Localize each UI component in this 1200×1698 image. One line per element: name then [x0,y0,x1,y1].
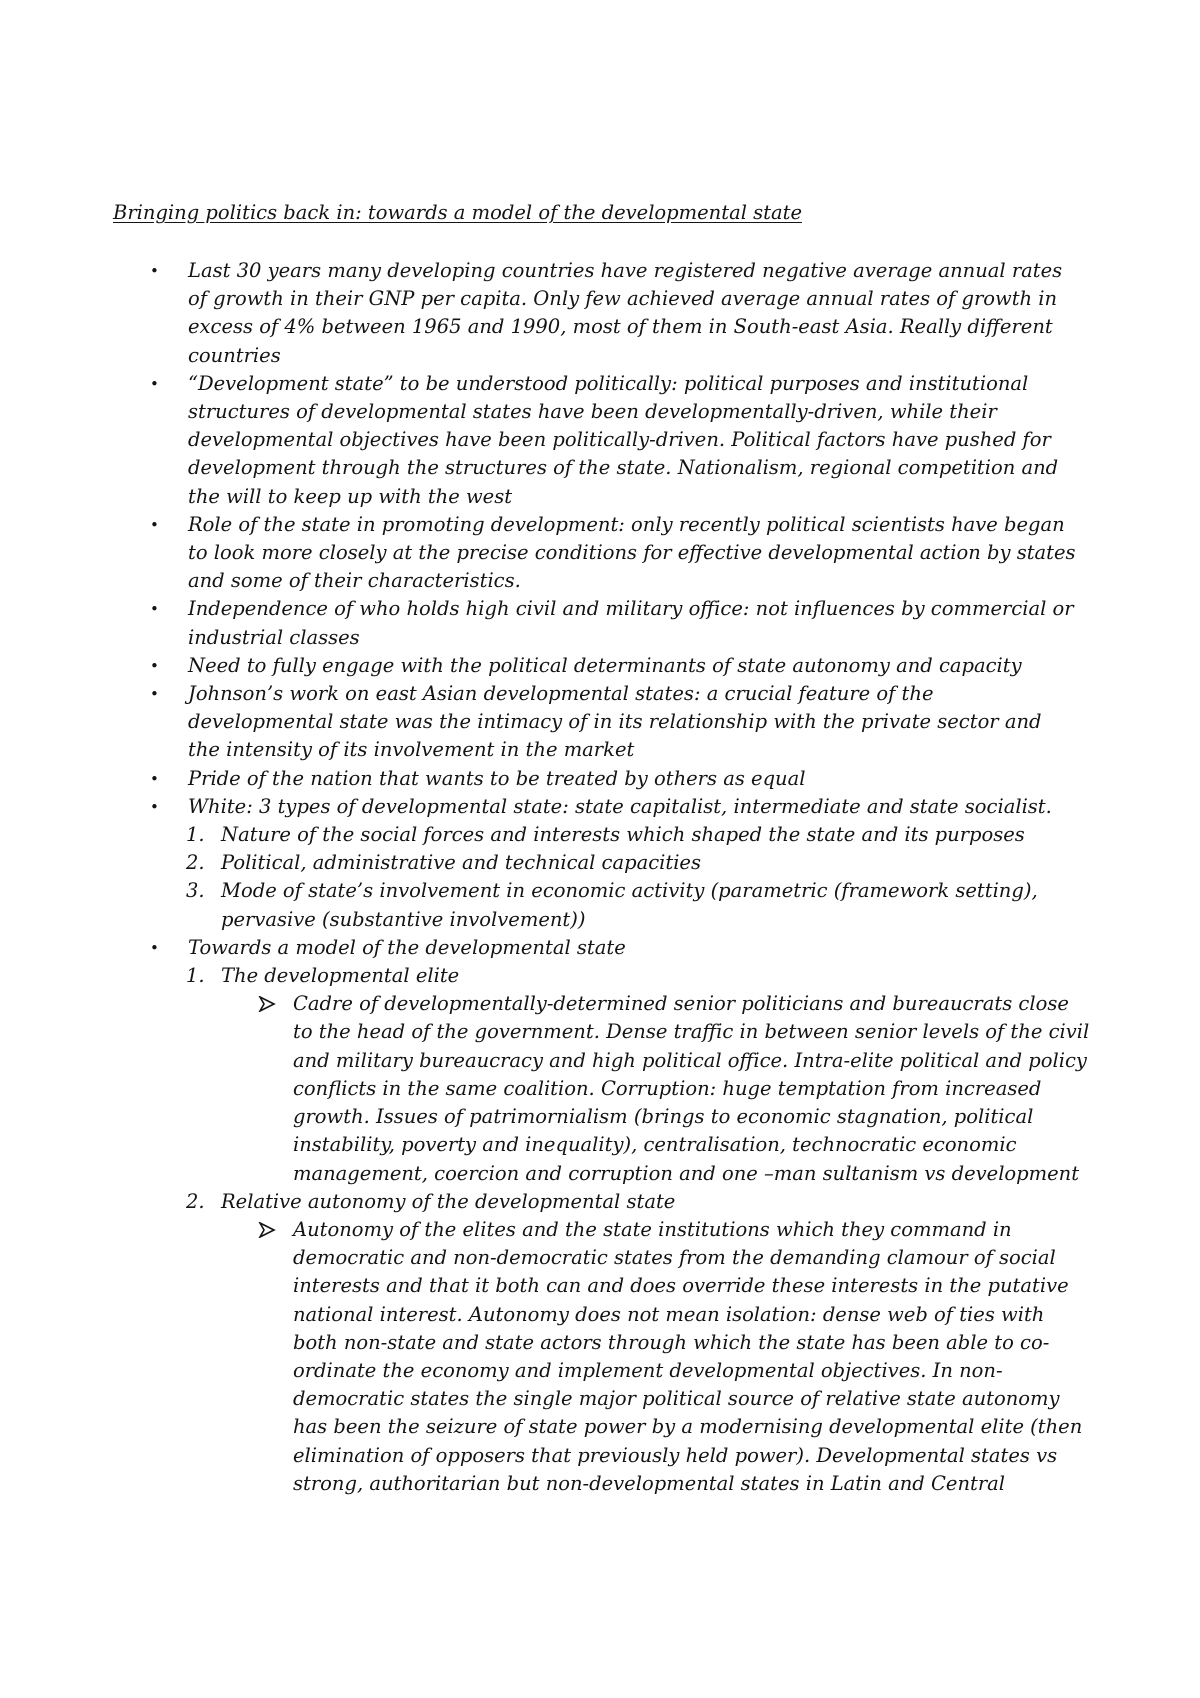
page-title: Bringing politics back in: towards a model of the developmental state [113,201,802,224]
numbered-item [0,877,1078,933]
item-text: The developmental elite [221,964,460,988]
item-text: Last 30 years many developing countries have registered negative average annual rates of growth in their GNP per capita. Only few achieved average annual rates of growth in excess of 4% between 1965 and 1990, most of them in South-east Asia. Really different countries [188,259,1063,367]
arrowhead-bullet-icon [258,990,280,1018]
bullet-item [0,652,1078,680]
item-text: Johnson’s work on east Asian developmental states: a crucial feature of the developmental state was the intimacy of in its relationship with the private sector and the intensity of its involvement in the market [188,682,1042,762]
item-text: Pride of the nation that wants to be treated by others as equal [188,766,806,790]
bullet-item [0,511,1078,596]
list-number: 1. [186,823,205,847]
bullet-item [0,257,1078,370]
item-text: Mode of state’s involvement in economic activity (parametric (framework setting), pervasive (substantive involvement)) [221,879,1038,931]
item-text: Nature of the social forces and interests which shaped the state and its purposes [221,823,1025,847]
item-text: Political, administrative and technical capacities [221,851,701,875]
bullet-icon: • [150,656,159,675]
item-text: Independence of who holds high civil and military office: not influences by commercial or industrial classes [188,597,1074,649]
list-number: 3. [186,879,205,903]
sub-bullet-item [0,1216,1093,1498]
item-text: Need to fully engage with the political determinants of state autonomy and capacity [188,653,1022,677]
bullet-item [0,370,1078,511]
bullet-item [0,680,1078,765]
numbered-item [0,849,1078,877]
bullet-icon: • [150,938,159,957]
bullet-icon: • [150,769,159,788]
bullet-icon: • [150,262,159,280]
list-number: 2. [186,1189,205,1213]
list-number: 2. [186,851,205,875]
bullet-icon: • [150,600,159,619]
item-text: Autonomy of the elites and the state institutions which they command in democratic and non-democratic states from the demanding clamour of social interests and that it both can and does override these interests in the putative national interest. Autonomy does not mean isolation: dense web of ties with both non-state and state actors through which the state has been able to co-ordinate the economy and implement developmental objectives. In non-democratic states the single major political source of relative state autonomy has been the seizure of state power by a modernising developmental elite (then elimination of opposers that previously held power). Developmental states vs strong, authoritarian but non-developmental states in Latin and Central [293,1217,1083,1495]
item-text: Relative autonomy of the developmental state [221,1189,676,1213]
bullet-item [0,793,1078,821]
bullet-icon: • [150,685,159,704]
item-text: Towards a model of the developmental state [188,935,626,959]
item-text: “Development state” to be understood politically: political purposes and institutional structures of developmental states have been developmentally-driven, while their developmental objectives have been politically-driven. Political factors have pushed for development through the structures of the state. Nationalism, regional competition and the will to keep up with the west [188,371,1059,508]
notes-list [0,257,1200,1498]
numbered-item [0,1188,1078,1216]
numbered-item [0,962,1078,990]
bullet-icon: • [150,515,159,534]
bullet-item [0,934,1078,962]
bullet-item [0,595,1078,651]
arrowhead-bullet-icon [258,1216,280,1244]
bullet-icon: • [150,374,159,393]
item-text: Cadre of developmentally-determined senior politicians and bureaucrats close to the head of the government. Dense traffic in between senior levels of the civil and military bureaucracy and high political office. Intra-elite political and policy conflicts in the same coalition. Corruption: huge temptation from increased growth. Issues of patrimornialism (brings to economic stagnation, political instability, poverty and inequality), centralisation, technocratic economic management, coercion and corruption and one –man sultanism vs development [293,992,1090,1185]
bullet-item [0,765,1078,793]
numbered-item [0,821,1078,849]
bullet-icon: • [150,797,159,816]
item-text: White: 3 types of developmental state: state capitalist, intermediate and state socialist. [188,794,1052,818]
list-number: 1. [186,964,205,988]
item-text: Role of the state in promoting development: only recently political scientists have began to look more closely at the precise conditions for effective developmental action by states and some of their characteristics. [188,512,1076,593]
sub-bullet-item [0,990,1093,1187]
